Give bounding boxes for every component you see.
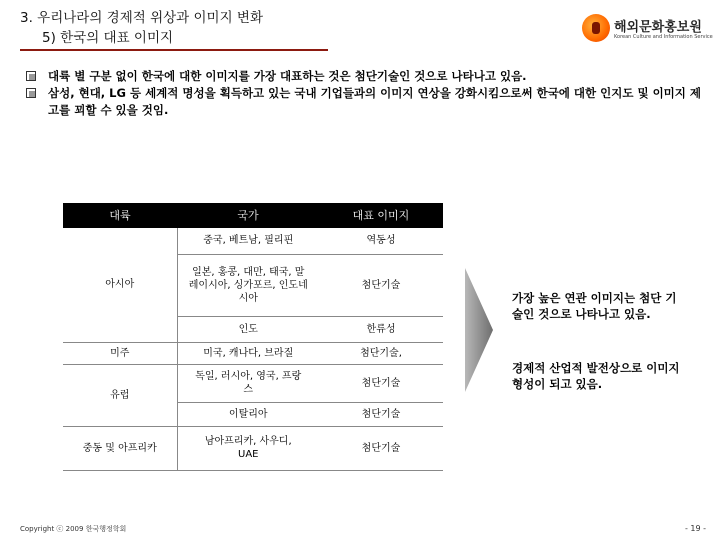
kocis-logo-icon: [582, 14, 610, 42]
page-number: - 19 -: [684, 524, 706, 533]
bullet-text: 삼성, 현대, LG 등 세계적 명성을 획득하고 있는 국내 기업들과의 이미지 연상을 강화시킴으로써 한국에 대한 인지도 및 이미지 제고를 꾀할 수 있을 것임.: [48, 86, 702, 117]
country-cell: 이탈리아: [177, 402, 319, 426]
table-header-row: [63, 203, 443, 228]
region-cell: 미주: [63, 342, 177, 364]
image-cell: 첨단기술: [319, 364, 443, 402]
header-region: 대륙: [63, 203, 177, 228]
bullet-item: [26, 68, 706, 85]
region-cell: 중동 및 아프리카: [63, 426, 177, 470]
header-image: 대표 이미지: [319, 203, 443, 228]
table-row: [63, 364, 443, 402]
image-cell: 첨단기술: [319, 402, 443, 426]
note-text-2: 경제적 산업적 발전상으로 이미지 형성이 되고 있음.: [512, 361, 680, 391]
image-cell: 첨단기술: [319, 426, 443, 470]
note-text-1: 가장 높은 연관 이미지는 첨단 기술인 것으로 나타나고 있음.: [512, 291, 677, 321]
kocis-logo: [578, 12, 713, 48]
checkbox-bullet-icon: [26, 88, 36, 98]
copyright-text: Copyright ⓒ 2009 한국행정학회: [20, 525, 127, 533]
title-line-1: 3. 우리나라의 경제적 위상과 이미지 변화: [20, 10, 263, 26]
logo-name-kr: 해외문화홍보원: [614, 20, 702, 35]
header-country: 국가: [177, 203, 319, 228]
image-cell: 한류성: [319, 316, 443, 342]
country-cell: 남아프리카, 사우디, UAE: [177, 426, 319, 470]
country-cell: 중국, 베트남, 필리핀: [177, 228, 319, 254]
slide-title: [20, 8, 330, 48]
region-cell: 유럽: [63, 364, 177, 426]
bullet-list: [26, 68, 706, 119]
table-row: [63, 228, 443, 254]
country-cell: 독일, 러시아, 영국, 프랑스: [177, 364, 319, 402]
title-line-2: 5) 한국의 대표 이미지: [42, 30, 174, 46]
chevron-right-arrow-icon: [465, 268, 495, 392]
country-cell: 일본, 홍콩, 대만, 태국, 말레이시아, 싱가포르, 인도네시아: [177, 254, 319, 316]
image-by-region-table: [63, 203, 443, 471]
region-cell: 아시아: [63, 228, 177, 342]
country-cell: 인도: [177, 316, 319, 342]
logo-name-en: Korean Culture and Information Service: [614, 34, 713, 40]
bullet-text: 대륙 별 구분 없이 한국에 대한 이미지를 가장 대표하는 것은 첨단기술인 것으로 나타나고 있음.: [48, 69, 527, 83]
checkbox-bullet-icon: [26, 71, 36, 81]
bullet-item: [26, 85, 706, 119]
country-cell: 미국, 캐나다, 브라질: [177, 342, 319, 364]
image-cell: 역동성: [319, 228, 443, 254]
table-row: [63, 426, 443, 470]
image-cell: 첨단기술: [319, 254, 443, 316]
image-cell: 첨단기술,: [319, 342, 443, 364]
title-underline: [20, 49, 328, 51]
table-row: [63, 342, 443, 364]
